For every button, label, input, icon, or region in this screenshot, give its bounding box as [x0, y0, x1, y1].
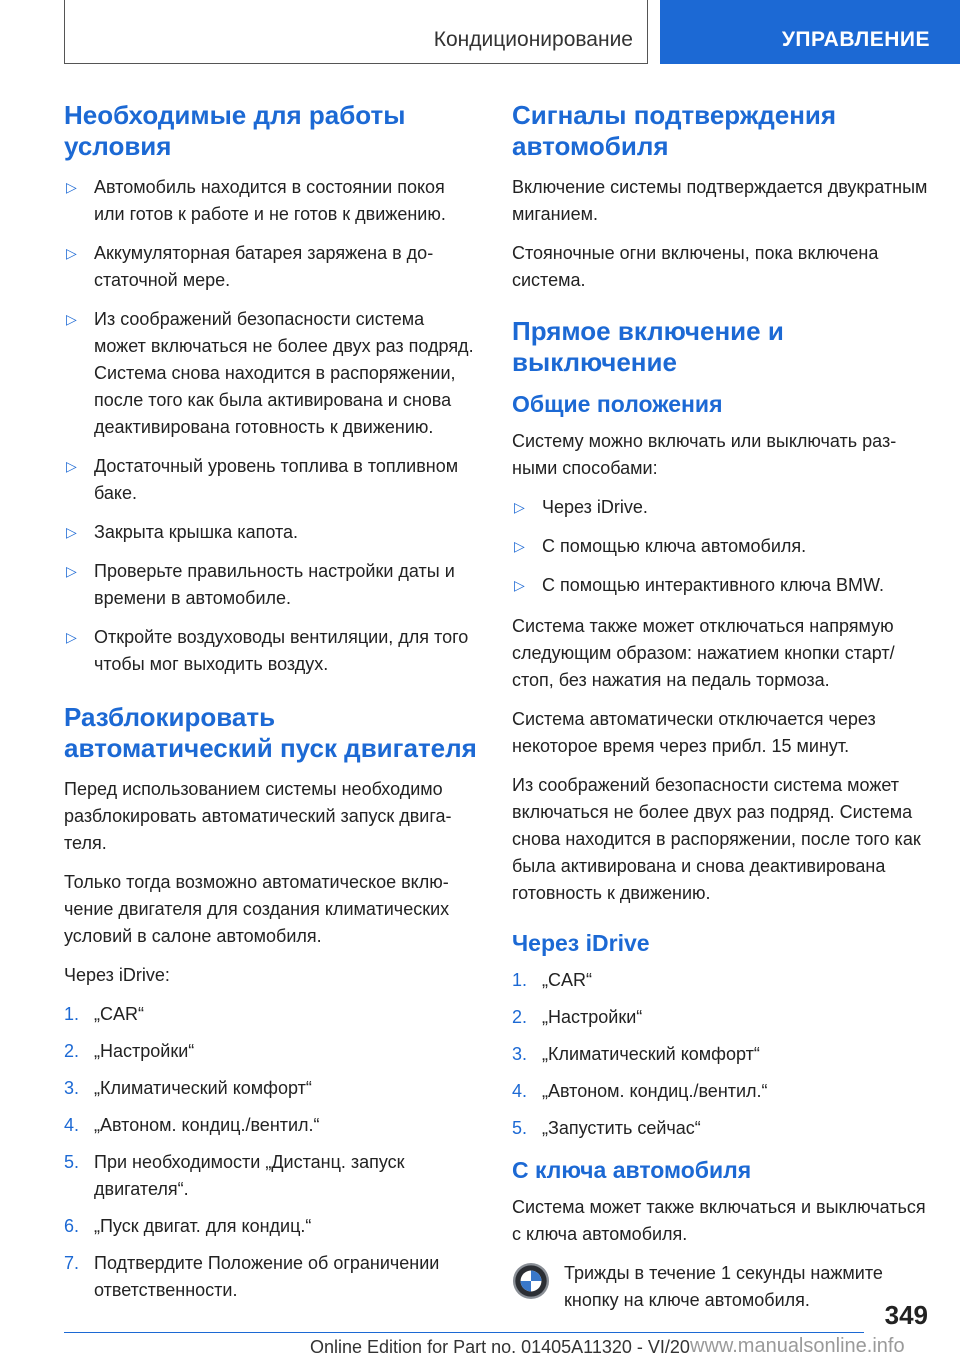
list-item [512, 533, 930, 560]
triangle-right-icon: ▷ [514, 538, 525, 554]
step-number: 1. [64, 1004, 80, 1024]
conditions-list [64, 174, 480, 678]
step-item [512, 1041, 930, 1068]
general-subheading: Общие положения [512, 391, 723, 417]
general-para-1: Систему можно включать или выключать разными способами: [512, 431, 897, 478]
triangle-right-icon: ▷ [66, 245, 77, 261]
triangle-right-icon: ▷ [514, 499, 525, 515]
list-item [512, 572, 930, 599]
watermark: www.manualsonline.info [690, 1335, 905, 1357]
list-item-text: Автомобиль находится в состоянии покоя или готов к работе и не готов к движению. [94, 177, 446, 224]
step-item [64, 1038, 480, 1065]
list-item-text: Через iDrive. [542, 497, 648, 517]
unlock-para-3: Через iDrive: [64, 965, 170, 985]
step-item [512, 1078, 930, 1105]
triangle-right-icon: ▷ [66, 563, 77, 579]
idrive-steps [512, 967, 930, 1142]
list-item-text: С помощью интерактивного ключа BMW. [542, 575, 885, 595]
signals-para-1: Включение системы подтверждается двукратным миганием. [512, 177, 928, 224]
step-item [512, 1115, 930, 1142]
list-item-text: Из соображений безопасности система может включаться не более двух раз подряд. Система снова находится в распоряжении, после того как была активирована и снова деактивирована готовность к движению. [94, 309, 474, 437]
triangle-right-icon: ▷ [66, 629, 77, 645]
unlock-para-1: Перед использованием системы необходимо разблокировать автоматический запуск двигателя. [64, 779, 452, 853]
general-para-4: Из соображений безопасности система может включаться не более двух раз подряд. Система снова находится в распоряжении, после того как была активирована и снова деактивирована готовность к движению. [512, 775, 921, 903]
step-item [64, 1149, 480, 1203]
page-number: 349 [884, 1300, 928, 1330]
step-number: 4. [512, 1081, 528, 1101]
left-column [64, 100, 480, 1318]
general-para-2: Система также может отключаться напрямую следующим образом: нажатием кнопки старт/стоп, без нажатия на педаль тормоза. [512, 616, 895, 690]
step-number: 2. [64, 1041, 80, 1061]
right-column [512, 100, 930, 1314]
step-text: „CAR“ [94, 1004, 144, 1024]
idrive-subheading: Через iDrive [512, 930, 650, 956]
unlock-heading: Разблокировать автоматический пуск двигателя [64, 702, 477, 763]
section-title: Кондиционирование [433, 28, 633, 51]
list-item-text: Закрыта крышка капота. [94, 522, 299, 542]
step-text: „Запустить сейчас“ [542, 1118, 701, 1138]
step-number: 7. [64, 1253, 80, 1273]
triangle-right-icon: ▷ [514, 577, 525, 593]
key-note [512, 1260, 930, 1314]
step-text: „Настройки“ [94, 1041, 195, 1061]
step-text: При необходимости „Дистанц. запуск двигателя“. [94, 1152, 405, 1199]
signals-para-2: Стояночные огни включены, пока включена система. [512, 243, 879, 290]
list-item-text: Достаточный уровень топлива в топливном баке. [94, 456, 459, 503]
step-number: 6. [64, 1216, 80, 1236]
list-item [64, 558, 480, 612]
key-para-1: Система может также включаться и выключаться с ключа автомобиля. [512, 1197, 926, 1244]
step-number: 3. [512, 1044, 528, 1064]
step-text: „Автоном. кондиц./вентил.“ [94, 1115, 320, 1135]
list-item-text: С помощью ключа автомобиля. [542, 536, 807, 556]
key-subheading: С ключа автомобиля [512, 1157, 752, 1183]
list-item [64, 519, 480, 546]
step-item [64, 1112, 480, 1139]
list-item-text: Откройте воздуховоды вентиляции, для того чтобы мог выходить воздух. [94, 627, 469, 674]
footer-divider [64, 1332, 864, 1333]
step-text: „Климатический комфорт“ [542, 1044, 760, 1064]
signals-heading: Сигналы подтверждения автомобиля [512, 100, 837, 161]
list-item [64, 453, 480, 507]
list-item [64, 174, 480, 228]
step-item [512, 967, 930, 994]
unlock-para-2: Только тогда возможно автоматическое включение двигателя для создания климатических условий в салоне автомобиля. [64, 872, 450, 946]
general-para-3: Система автоматически отключается через некоторое время через прибл. 15 минут. [512, 709, 876, 756]
step-text: „Климатический комфорт“ [94, 1078, 312, 1098]
list-item [64, 240, 480, 294]
triangle-right-icon: ▷ [66, 458, 77, 474]
triangle-right-icon: ▷ [66, 179, 77, 195]
chapter-title: УПРАВЛЕНИЕ [781, 28, 930, 51]
direct-heading: Прямое включение и выключение [512, 316, 784, 377]
step-text: „Автоном. кондиц./вентил.“ [542, 1081, 768, 1101]
triangle-right-icon: ▷ [66, 524, 77, 540]
bmw-logo-icon [512, 1262, 550, 1300]
step-text: „Настройки“ [542, 1007, 643, 1027]
conditions-heading: Необходимые для работы условия [64, 100, 406, 161]
list-item-text: Проверьте правильность настройки даты и времени в автомобиле. [94, 561, 455, 608]
methods-list [512, 494, 930, 599]
step-text: Подтвердите Положение об ограничении ответственности. [94, 1253, 440, 1300]
key-note-text: Трижды в течение 1 секунды нажмите кнопку на ключе автомобиля. [564, 1263, 883, 1310]
step-number: 1. [512, 970, 528, 990]
step-number: 5. [512, 1118, 528, 1138]
step-item [512, 1004, 930, 1031]
list-item [64, 306, 480, 441]
triangle-right-icon: ▷ [66, 311, 77, 327]
header-section-box [64, 0, 648, 64]
step-item [64, 1213, 480, 1240]
step-number: 3. [64, 1078, 80, 1098]
list-item-text: Аккумуляторная батарея заряжена в достаточной мере. [94, 243, 434, 290]
list-item [64, 624, 480, 678]
step-item [64, 1075, 480, 1102]
list-item [512, 494, 930, 521]
step-text: „Пуск двигат. для кондиц.“ [94, 1216, 312, 1236]
step-number: 5. [64, 1152, 80, 1172]
chapter-tab[interactable] [660, 0, 960, 64]
footer-edition: Online Edition for Part no. 01405A11320 - VI/20 [310, 1337, 690, 1357]
step-item [64, 1001, 480, 1028]
step-number: 4. [64, 1115, 80, 1135]
step-item [64, 1250, 480, 1304]
unlock-steps [64, 1001, 480, 1304]
step-number: 2. [512, 1007, 528, 1027]
step-text: „CAR“ [542, 970, 592, 990]
